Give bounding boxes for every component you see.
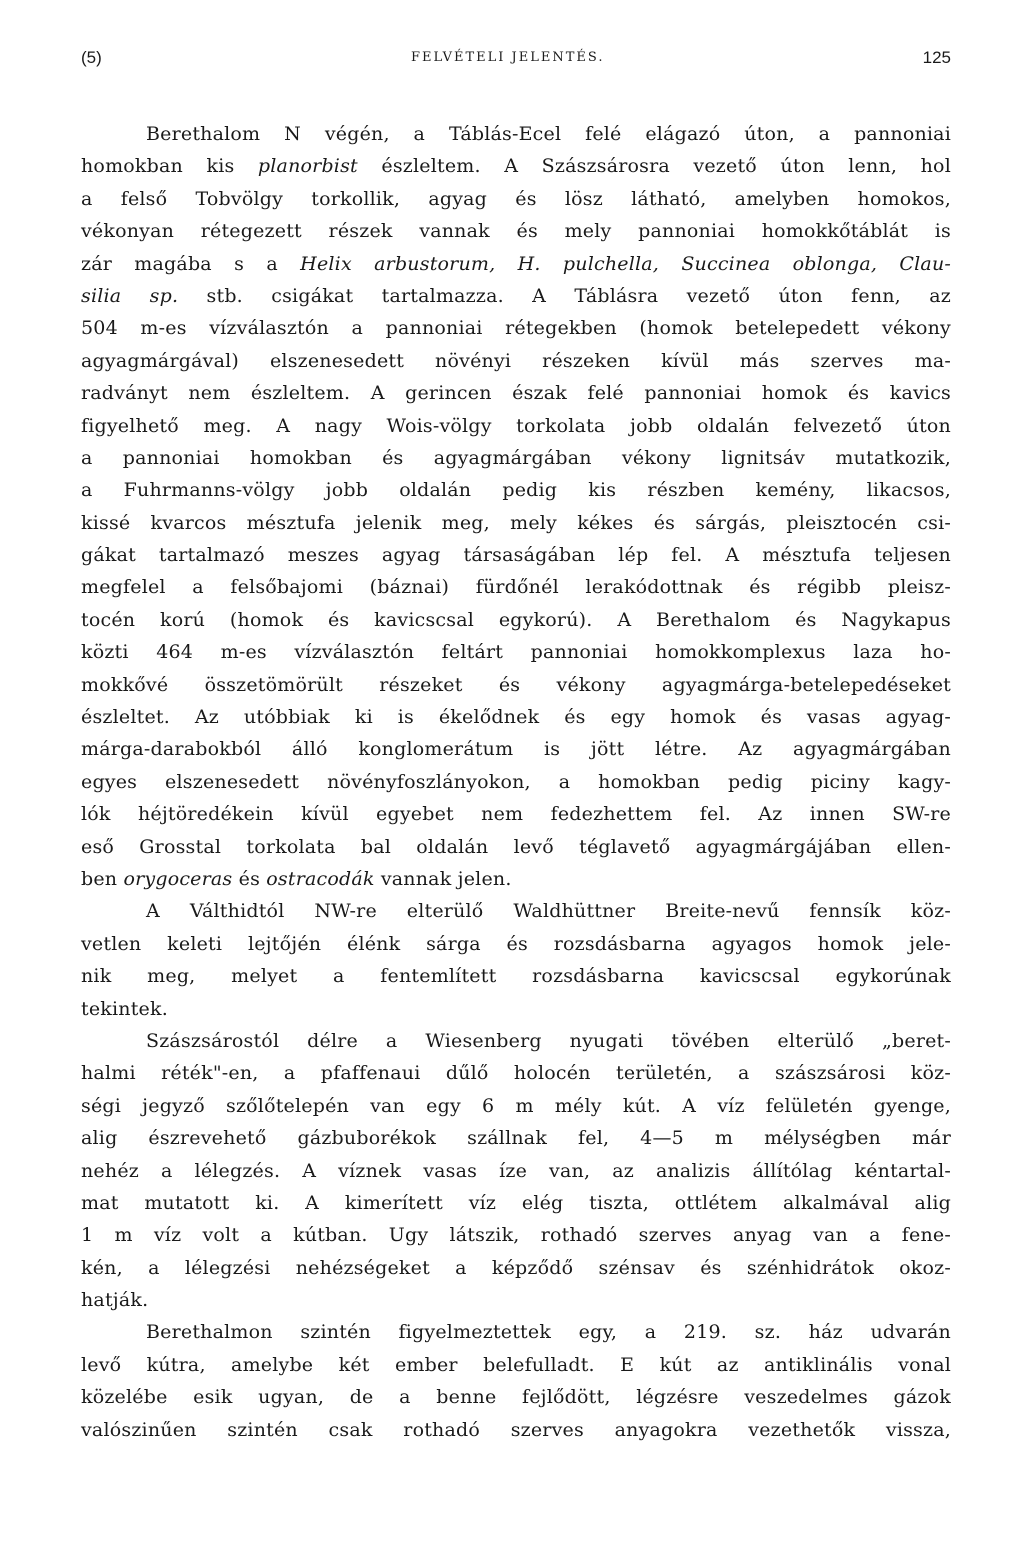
text-line bbox=[81, 1414, 951, 1446]
section-number: (5) bbox=[81, 48, 102, 67]
text-line bbox=[81, 571, 951, 603]
italic-text: orygoceras bbox=[123, 867, 233, 890]
text-segment: levő kútra, amelybe két ember belefulladt. E kút az antiklinális vonal bbox=[81, 1353, 951, 1376]
text-segment: közti 464 m-es vízválasztón feltárt pannoniai homokkomplexus laza ho- bbox=[81, 641, 951, 664]
text-segment: megfelel a felsőbajomi (báznai) fürdőnél lerakódottnak és régibb pleisz- bbox=[81, 576, 951, 599]
text-segment: kissé kvarcos mésztufa jelenik meg, mely kékes és sárgás, pleisztocén csi- bbox=[81, 511, 951, 534]
text-segment: a felső Tobvölgy torkollik, agyag és lösz látható, amelyben homokos, bbox=[81, 187, 951, 210]
text-segment: A Válthidtól NW-re elterülő Waldhüttner Breite-nevű fennsík köz- bbox=[146, 900, 951, 923]
text-segment: valószinűen szintén csak rothadó szerves anyagokra vezethetők vissza, bbox=[81, 1418, 951, 1441]
text-segment: Berethalom N végén, a Táblás-Ecel felé elágazó úton, a pannoniai bbox=[146, 123, 951, 145]
text-line bbox=[81, 1155, 951, 1187]
italic-text: silia sp. bbox=[81, 284, 179, 307]
text-line bbox=[81, 215, 951, 247]
text-line bbox=[81, 442, 951, 474]
text-segment: Berethalmon szintén figyelmeztettek egy, a 219. sz. ház udvarán bbox=[146, 1321, 951, 1344]
text-line bbox=[81, 345, 951, 377]
text-line bbox=[81, 993, 951, 1025]
text-segment: eső Grosstal torkolata bal oldalán levő téglavető agyagmárgájában ellen- bbox=[81, 835, 951, 858]
text-line bbox=[81, 377, 951, 409]
text-line bbox=[81, 1219, 951, 1251]
page-number: 125 bbox=[922, 48, 951, 67]
text-line bbox=[81, 150, 951, 182]
text-segment: 1 m víz volt a kútban. Ugy látszik, rothadó szerves anyag van a fene- bbox=[81, 1224, 951, 1247]
text-segment: radványt nem észleltem. A gerincen észak felé pannoniai homok és kavics bbox=[81, 382, 951, 405]
text-line bbox=[81, 928, 951, 960]
text-line bbox=[81, 766, 951, 798]
text-line bbox=[81, 280, 951, 312]
text-line bbox=[81, 183, 951, 215]
text-line bbox=[81, 701, 951, 733]
text-segment: Szászsárostól délre a Wiesenberg nyugati tövében elterülő „beret- bbox=[146, 1029, 951, 1052]
text-line bbox=[81, 474, 951, 506]
text-line bbox=[81, 1090, 951, 1122]
text-line bbox=[81, 960, 951, 992]
text-segment: a pannoniai homokban és agyagmárgában vékony lignitsáv mutatkozik, bbox=[81, 446, 951, 469]
text-line bbox=[81, 1122, 951, 1154]
text-segment: alig észrevehető gázbuborékok szállnak fel, 4—5 m mélységben már bbox=[81, 1127, 951, 1150]
italic-text: Helix arbustorum, H. pulchella, Succinea oblonga, Clau- bbox=[300, 252, 952, 275]
text-segment: észleltet. Az utóbbiak ki is ékelődnek és egy homok és vasas agyag- bbox=[81, 706, 951, 729]
text-line bbox=[81, 604, 951, 636]
text-segment: lók héjtöredékein kívül egyebet nem fedezhettem fel. Az innen SW-re bbox=[81, 803, 951, 826]
text-segment: gákat tartalmazó meszes agyag társaságában lép fel. A mésztufa teljesen bbox=[81, 544, 951, 567]
text-line bbox=[81, 539, 951, 571]
running-head bbox=[81, 40, 951, 80]
text-line bbox=[81, 1349, 951, 1381]
text-segment: a Fuhrmanns-völgy jobb oldalán pedig kis részben kemény, likacsos, bbox=[81, 479, 951, 502]
text-segment: tekintek. bbox=[81, 997, 168, 1020]
italic-text: planorbist bbox=[257, 155, 358, 178]
text-line bbox=[81, 1252, 951, 1284]
text-line bbox=[81, 1316, 951, 1348]
text-segment: nik meg, melyet a fentemlített rozsdásbarna kavicscsal egykorúnak bbox=[81, 965, 951, 988]
text-line bbox=[81, 410, 951, 442]
body-text bbox=[81, 118, 951, 1446]
text-segment: halmi réték"-en, a pfaffenaui dűlő holocén területén, a szászsárosi köz- bbox=[81, 1062, 951, 1085]
text-segment: hatják. bbox=[81, 1289, 149, 1312]
text-line bbox=[81, 636, 951, 668]
text-segment: 504 m-es vízválasztón a pannoniai rétegekben (homok betelepedett vékony bbox=[81, 317, 951, 340]
text-segment: kén, a lélegzési nehézségeket a képződő szénsav és szénhidrátok okoz- bbox=[81, 1256, 951, 1279]
text-line bbox=[81, 1284, 951, 1316]
text-segment: egyes elszenesedett növényfoszlányokon, a homokban pedig piciny kagy- bbox=[81, 770, 951, 793]
text-segment: zár magába s a bbox=[81, 252, 301, 275]
text-segment: ben bbox=[81, 867, 124, 890]
text-line bbox=[81, 669, 951, 701]
text-line bbox=[81, 1057, 951, 1089]
document-page bbox=[81, 40, 951, 1446]
text-segment: nehéz a lélegzés. A víznek vasas íze van, az analizis állítólag kéntartal- bbox=[81, 1159, 951, 1182]
text-segment: tocén korú (homok és kavicscsal egykorú). A Berethalom és Nagykapus bbox=[81, 608, 951, 631]
text-segment: stb. csigákat tartalmazza. A Táblásra vezető úton fenn, az bbox=[178, 284, 951, 307]
text-line bbox=[81, 831, 951, 863]
text-segment: mat mutatott ki. A kimerített víz elég tiszta, ottlétem alkalmával alig bbox=[81, 1191, 951, 1214]
text-segment: homokban kis bbox=[81, 155, 258, 178]
text-line bbox=[81, 507, 951, 539]
italic-text: ostracodák bbox=[266, 867, 375, 890]
text-segment: vékonyan rétegezett részek vannak és mely pannoniai homokkőtáblát is bbox=[81, 220, 951, 243]
text-segment: közelébe esik ugyan, de a benne fejlődött, légzésre veszedelmes gázok bbox=[81, 1386, 951, 1409]
text-segment: vetlen keleti lejtőjén élénk sárga és rozsdásbarna agyagos homok jele- bbox=[81, 932, 951, 955]
text-segment: mokkővé összetömörült részeket és vékony agyagmárga-betelepedéseket bbox=[81, 673, 951, 696]
text-line bbox=[81, 863, 951, 895]
text-segment: ségi jegyző szőlőtelepén van egy 6 m mély kút. A víz felületén gyenge, bbox=[81, 1094, 951, 1117]
text-line bbox=[81, 733, 951, 765]
running-title: FELVÉTELI JELENTÉS. bbox=[411, 50, 605, 65]
text-segment: figyelhető meg. A nagy Wois-völgy torkolata jobb oldalán felvezető úton bbox=[81, 414, 951, 437]
text-segment: észleltem. A Szászsárosra vezető úton lenn, hol bbox=[357, 155, 951, 178]
text-segment: agyagmárgával) elszenesedett növényi részeken kívül más szerves ma- bbox=[81, 349, 951, 372]
text-segment: és bbox=[232, 867, 267, 890]
text-line bbox=[81, 798, 951, 830]
text-line bbox=[81, 1381, 951, 1413]
text-line bbox=[81, 118, 951, 150]
text-segment: márga-darabokból álló konglomerátum is jött létre. Az agyagmárgában bbox=[81, 738, 951, 761]
text-segment: vannak jelen. bbox=[374, 867, 512, 890]
text-line bbox=[81, 895, 951, 927]
text-line bbox=[81, 1025, 951, 1057]
text-line bbox=[81, 1187, 951, 1219]
text-line bbox=[81, 248, 951, 280]
text-line bbox=[81, 312, 951, 344]
